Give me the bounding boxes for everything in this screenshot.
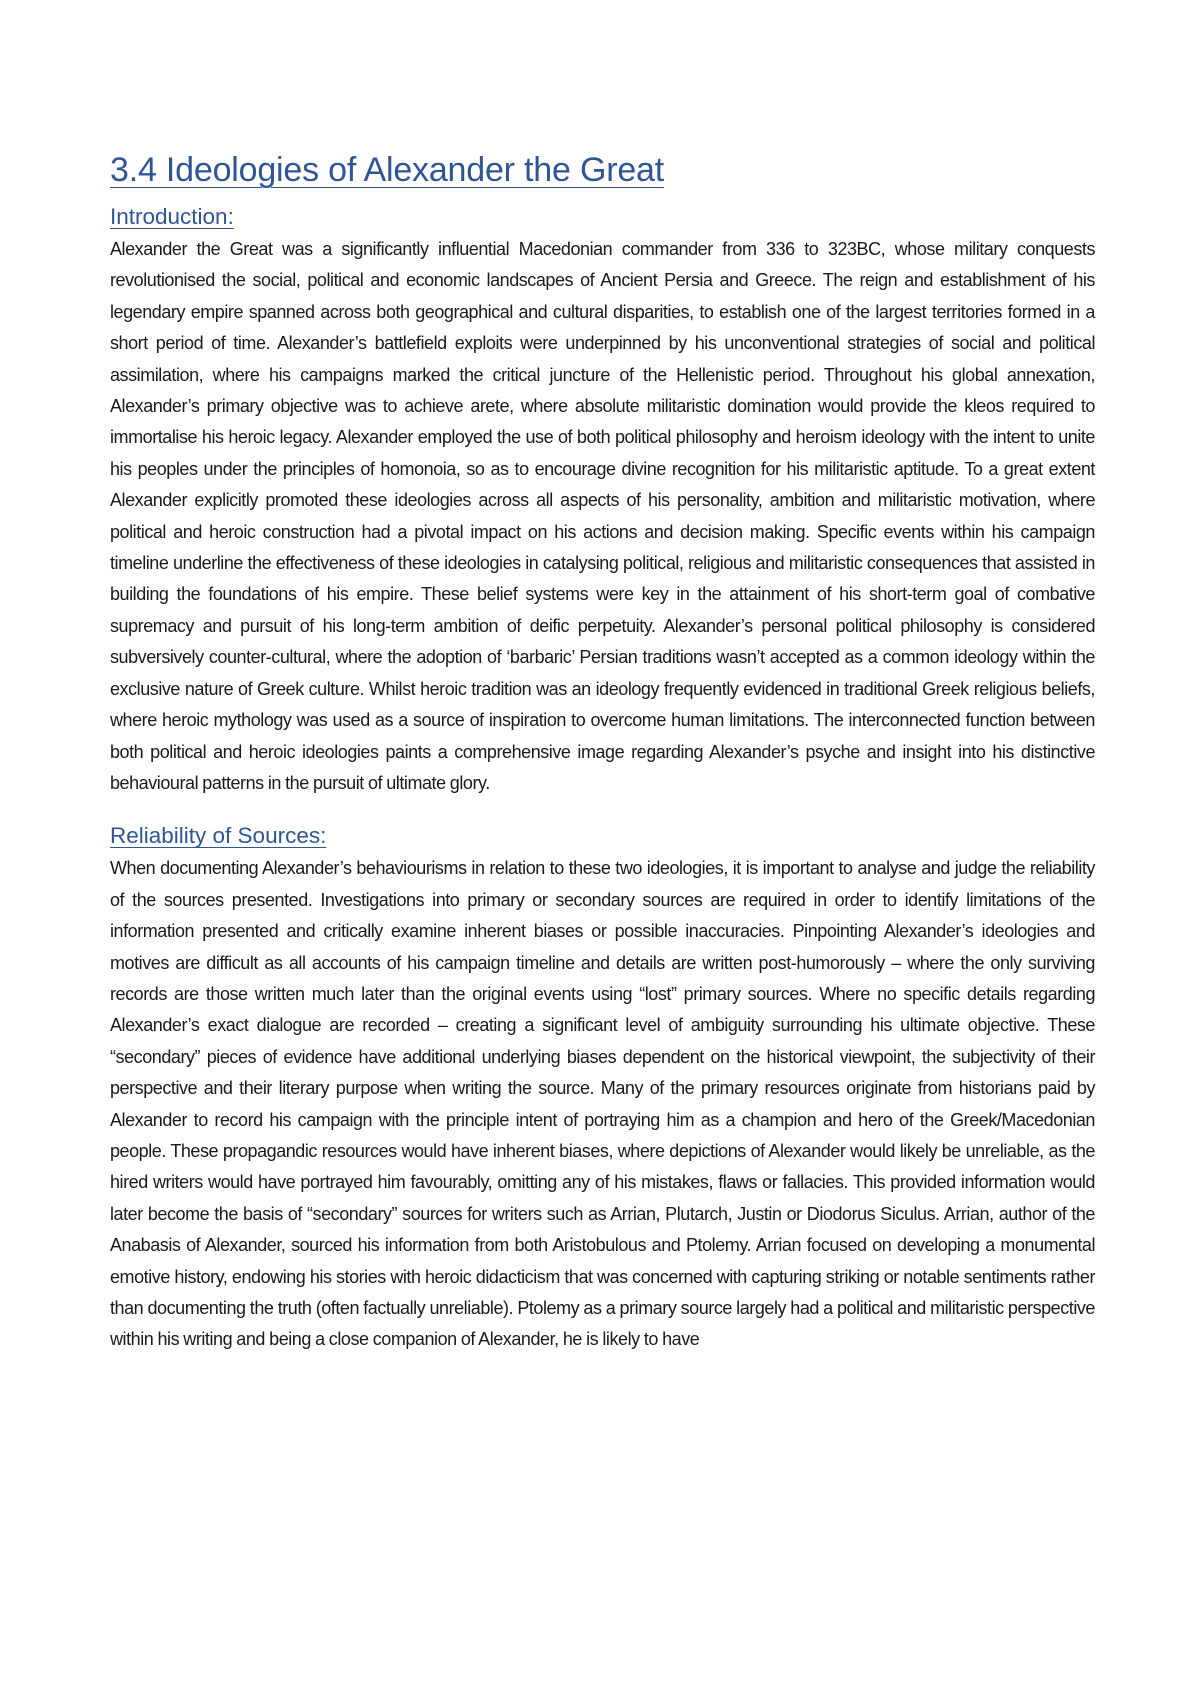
document-page [110, 150, 1095, 1356]
section-reliability-of-sources [110, 821, 1095, 1356]
document-title: 3.4 Ideologies of Alexander the Great [110, 151, 664, 189]
paragraph-introduction: Alexander the Great was a significantly influential Macedonian commander from 336 to 323BC, whose military conquests revolutionised the social, political and economic landscapes of Ancient Persia and Greece. The reign and establishment of his legendary empire spanned across both geographical and cultural disparities, to establish one of the largest territories formed in a short period of time. Alexander’s battlefield exploits were underpinned by his unconventional strategies of social and political assimilation, where his campaigns marked the critical juncture of the Hellenistic period. Throughout his global annexation, Alexander’s primary objective was to achieve arete, where absolute militaristic domination would provide the kleos required to immortalise his heroic legacy. Alexander employed the use of both political philosophy and heroism ideology with the intent to unite his peoples under the principles of homonoia, so as to encourage divine recognition for his militaristic aptitude. To a great extent Alexander explicitly promoted these ideologies across all aspects of his personality, ambition and militaristic motivation, where political and heroic construction had a pivotal impact on his actions and decision making. Specific events within his campaign timeline underline the effectiveness of these ideologies in catalysing political, religious and militaristic consequences that assisted in building the foundations of his empire. These belief systems were key in the attainment of his short-term goal of combative supremacy and pursuit of his long-term ambition of deific perpetuity. Alexander’s personal political philosophy is considered subversively counter-cultural, where the adoption of ‘barbaric’ Persian traditions wasn’t accepted as a common ideology within the exclusive nature of Greek culture. Whilst heroic tradition was an ideology frequently evidenced in traditional Greek religious beliefs, where heroic mythology was used as a source of inspiration to overcome human limitations. The interconnected function between both political and heroic ideologies paints a comprehensive image regarding Alexander’s psyche and insight into his distinctive behavioural patterns in the pursuit of ultimate glory. [110, 239, 1095, 793]
section-heading-reliability-of-sources: Reliability of Sources: [110, 823, 327, 849]
paragraph-reliability-of-sources: When documenting Alexander’s behaviourisms in relation to these two ideologies, it is important to analyse and judge the reliability of the sources presented. Investigations into primary or secondary sources are required in order to identify limitations of the information presented and critically examine inherent biases or possible inaccuracies. Pinpointing Alexander’s ideologies and motives are difficult as all accounts of his campaign timeline and details are written post-humorously – where the only surviving records are those written much later than the original events using “lost” primary sources. Where no specific details regarding Alexander’s exact dialogue are recorded – creating a significant level of ambiguity surrounding his ultimate objective. These “secondary” pieces of evidence have additional underlying biases dependent on the historical viewpoint, the subjectivity of their perspective and their literary purpose when writing the source. Many of the primary resources originate from historians paid by Alexander to record his campaign with the principle intent of portraying him as a champion and hero of the Greek/Macedonian people. These propagandic resources would have inherent biases, where depictions of Alexander would likely be unreliable, as the hired writers would have portrayed him favourably, omitting any of his mistakes, flaws or fallacies. This provided information would later become the basis of “secondary” sources for writers such as Arrian, Plutarch, Justin or Diodorus Siculus. Arrian, author of the Anabasis of Alexander, sourced his information from both Aristobulous and Ptolemy. Arrian focused on developing a monumental emotive history, endowing his stories with heroic didacticism that was concerned with capturing striking or notable sentiments rather than documenting the truth (often factually unreliable). Ptolemy as a primary source largely had a political and militaristic perspective within his writing and being a close companion of Alexander, he is likely to have [110, 858, 1095, 1350]
section-introduction [110, 202, 1095, 799]
section-heading-introduction: Introduction: [110, 204, 234, 229]
